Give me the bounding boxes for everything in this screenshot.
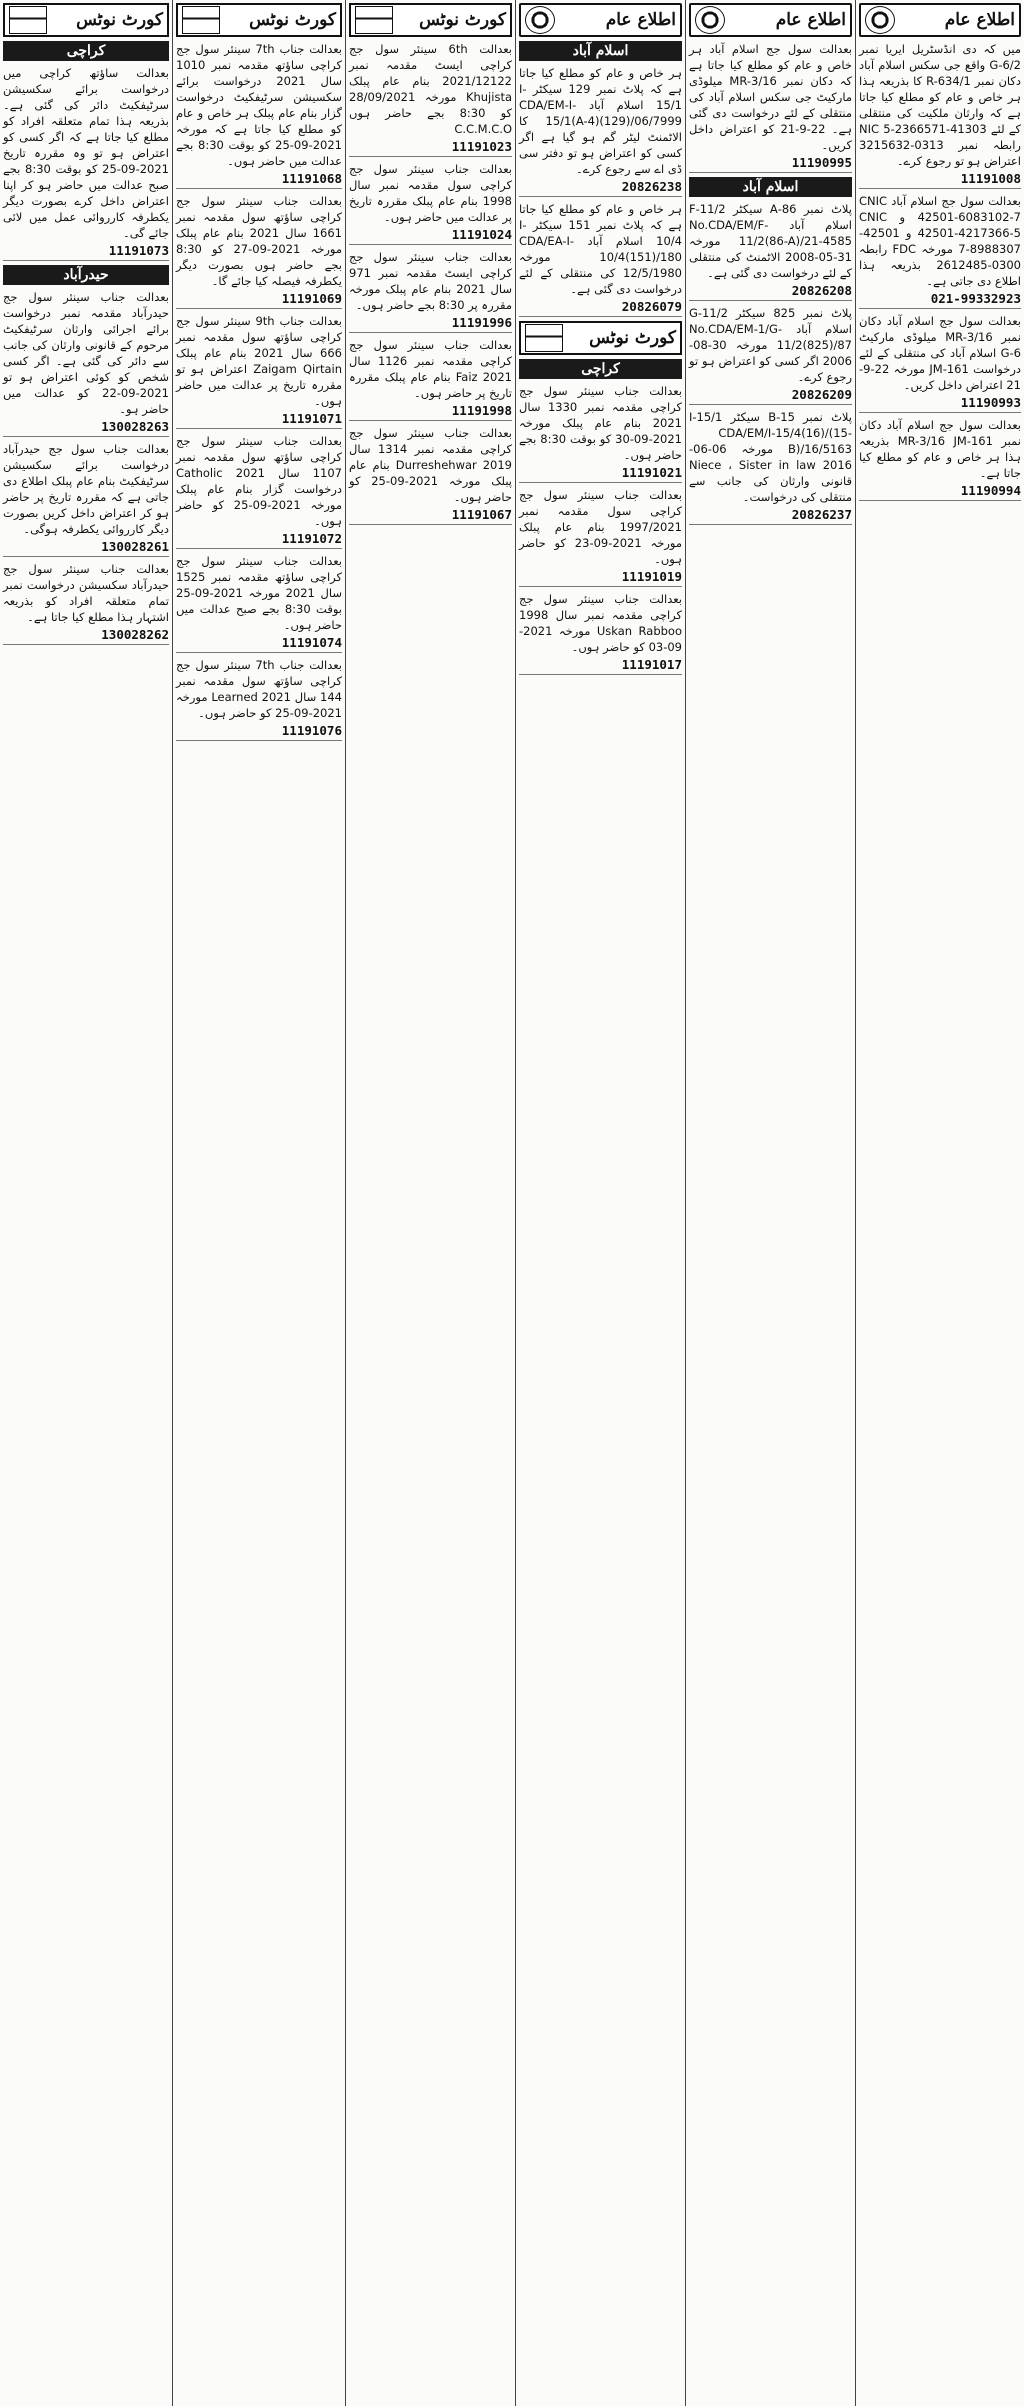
notice-text: بعدالت جناب سینئر سول جج کراچی ساؤتھ سول مقدمہ نمبر 1661 سال 2021 بنام عام پبلک مورخہ 2021-09-27 کو 8:30 بجے حاضر ہوں بصورت دیگر یکطرفہ فیصلہ کیا جائے گا۔ bbox=[176, 194, 342, 288]
city-heading: کراچی bbox=[3, 41, 169, 61]
notice-text: پلاٹ نمبر 825 سیکٹر G-11/2 اسلام آباد No.CDA/EM-1/G-11/2(825)/87 مورخہ 30-08-2006 اگر کسی کو اعتراض ہو تو رجوع کرے۔ bbox=[689, 306, 852, 384]
notice-reference-number: 11191068 bbox=[176, 171, 342, 189]
notice-item bbox=[349, 249, 512, 333]
notice-item bbox=[689, 201, 852, 301]
notice-text: پلاٹ نمبر 86-A سیکٹر F-11/2 اسلام آباد No.CDA/EM/F-11/2(86-A)/21-4585 مورخہ 31-05-2008 الاٹمنٹ کی منتقلی کے لئے درخواست دی گئی ہے۔ bbox=[689, 202, 852, 280]
notice-text: بعدالت جناب 9th سینئر سول جج کراچی ساؤتھ سول مقدمہ نمبر 666 سال 2021 بنام عام پبلک Zaigam Qirtain اعتراض ہو تو مقررہ تاریخ پر عدالت میں حاضر ہوں۔ bbox=[176, 314, 342, 408]
notice-item bbox=[349, 337, 512, 421]
notice-item bbox=[3, 561, 169, 645]
city-heading: حیدرآباد bbox=[3, 265, 169, 285]
notice-text: بعدالت جناب سینئر سول جج کراچی سول مقدمہ نمبر سال 1998 بنام عام پبلک مقررہ تاریخ پر عدالت میں حاضر ہوں۔ bbox=[349, 162, 512, 224]
notice-reference-number: 20826237 bbox=[689, 507, 852, 525]
notice-item bbox=[519, 201, 682, 317]
notice-text: بعدالت سول جج اسلام آباد دکان نمبر MR-3/16 میلوڈی مارکیٹ G-6 اسلام آباد کی منتقلی کے لئے درخواست JM-161 مورخہ 22-9-21 اعتراض داخل کریں۔ bbox=[859, 314, 1021, 392]
city-heading: اسلام آباد bbox=[689, 177, 852, 197]
city-heading: اسلام آباد bbox=[519, 41, 682, 61]
notice-item bbox=[859, 41, 1021, 189]
notice-item bbox=[859, 417, 1021, 501]
notice-text: بعدالت جناب سینئر سول جج کراچی ایسٹ مقدمہ نمبر 971 سال 2021 بنام عام پبلک مورخہ مقررہ پر 8:30 بجے حاضر ہوں۔ bbox=[349, 250, 512, 312]
notice-text: بعدالت جناب سینئر سول جج کراچی ساؤتھ مقدمہ نمبر 1525 سال 2021 مورخہ 2021-09-25 بوقت 8:30 بجے صبح عدالت میں حاضر ہوں۔ bbox=[176, 554, 342, 632]
notice-item bbox=[349, 41, 512, 157]
notice-item bbox=[859, 313, 1021, 413]
notice-reference-number: 11190993 bbox=[859, 395, 1021, 413]
notice-reference-number: 20826209 bbox=[689, 387, 852, 405]
notice-reference-number: 11190994 bbox=[859, 483, 1021, 501]
notice-reference-number: 11191073 bbox=[3, 243, 169, 261]
notice-text: بعدالت ساؤتھ کراچی میں درخواست برائے سکسیشن سرٹیفکیٹ دائر کی گئی ہے۔ بذریعہ ہذا تمام متعلقہ افراد کو مطلع کیا جاتا ہے کہ اگر کسی کو اعتراض ہو تو وہ مقررہ تاریخ 2021-09-25 کو بوقت 8:30 بجے صبح عدالت میں حاضر ہو کر اپنا اعتراض داخل کرے بصورت دیگر یکطرفہ کارروائی عمل میں لائی جائے گی۔ bbox=[3, 66, 169, 240]
notice-reference-number: 130028262 bbox=[3, 627, 169, 645]
notice-reference-number: 11191071 bbox=[176, 411, 342, 429]
header-title: کورٹ نوٹس bbox=[249, 10, 336, 30]
court-notice-header bbox=[176, 3, 342, 37]
notice-reference-number: 20826238 bbox=[519, 179, 682, 197]
header-title: اطلاع عام bbox=[775, 10, 846, 30]
notice-text: بعدالت جناب سینئر سول جج کراچی سول مقدمہ نمبر 1997/2021 بنام عام پبلک مورخہ 2021-09-23 کو حاضر ہوں۔ bbox=[519, 488, 682, 566]
notice-text: بعدالت سول جج اسلام آباد دکان نمبر MR-3/16 JM-161 بذریعہ ہذا ہر خاص و عام کو مطلع کیا جاتا ہے۔ bbox=[859, 418, 1021, 480]
notice-text: بعدالت جناب سینئر سول جج کراچی مقدمہ نمبر 1314 سال 2019 Durreshehwar بنام عام پبلک مورخہ 2021-09-25 کو حاضر ہوں۔ bbox=[349, 426, 513, 504]
notice-reference-number: 11190995 bbox=[689, 155, 852, 173]
notice-item bbox=[859, 193, 1021, 309]
notice-text: بعدالت سول جج اسلام آباد CNIC 42501-6083102-7 و CNIC 42501-4217366-5 و 42501-8988307-7 مورخہ FDC رابطہ 0300-2612485 بذریعہ ہذا اطلاع دی جاتی ہے۔ bbox=[859, 194, 1021, 288]
court-notice-header bbox=[349, 3, 512, 37]
court-building-icon bbox=[525, 324, 563, 352]
notice-reference-number: 11191998 bbox=[349, 403, 512, 421]
notice-reference-number: 11191023 bbox=[349, 139, 512, 157]
notice-text: میں کہ دی انڈسٹریل ایریا نمبر G-6/2 واقع جی سکس اسلام آباد دکان نمبر R-634/1 کا بذریعہ ہذا ہر خاص و عام کو مطلع کیا جاتا ہے کہ وارثان ملکیت کی منتقلی کے لئے 41303-2366571-5 NIC رابطہ نمبر 0313-3215632 اعتراض ہو تو رجوع کرے۔ bbox=[859, 42, 1021, 168]
notice-text: بعدالت جناب سینئر سول جج کراچی ساؤتھ سول مقدمہ نمبر 1107 سال 2021 Catholic درخواست گزار بنام عام پبلک مورخہ 2021-09-25 کو حاضر ہوں۔ bbox=[176, 434, 342, 528]
notice-item bbox=[519, 591, 682, 675]
notice-column-2 bbox=[172, 0, 345, 2406]
notice-reference-number: 021-99332923 bbox=[859, 291, 1021, 309]
notice-reference-number: 11191017 bbox=[519, 657, 682, 675]
notice-column-1 bbox=[0, 0, 172, 2406]
notice-item bbox=[3, 289, 169, 437]
notice-reference-number: 20826208 bbox=[689, 283, 852, 301]
notice-text: بعدالت جناب 7th سینئر سول جج کراچی ساؤتھ سول مقدمہ نمبر 144 سال 2021 Learned مورخہ 2021-09-25 کو حاضر ہوں۔ bbox=[176, 658, 342, 720]
notice-item bbox=[519, 487, 682, 587]
public-notice-header bbox=[689, 3, 852, 37]
header-title: اطلاع عام bbox=[944, 10, 1015, 30]
notice-text: بعدالت جناب سینئر سول جج کراچی مقدمہ نمبر سال 1998 Uskan Rabboo مورخہ 2021-09-03 کو حاضر ہوں۔ bbox=[519, 592, 682, 654]
notice-item bbox=[519, 383, 682, 483]
notice-column-6 bbox=[855, 0, 1024, 2406]
notice-item bbox=[519, 65, 682, 197]
notice-column-3 bbox=[345, 0, 515, 2406]
court-notice-header bbox=[3, 3, 169, 37]
notice-text: بعدالت سول جج اسلام آباد ہر خاص و عام کو مطلع کیا جاتا ہے کہ دکان نمبر MR-3/16 میلوڈی مارکیٹ جی سکس اسلام آباد کی منتقلی کے لئے درخواست دی گئی ہے۔ 22-9-21 کو اعتراض داخل کریں۔ bbox=[689, 42, 853, 152]
notice-item bbox=[176, 657, 342, 741]
notice-item bbox=[3, 441, 169, 557]
notice-item bbox=[176, 433, 342, 549]
notice-reference-number: 11191076 bbox=[176, 723, 342, 741]
notice-item bbox=[3, 65, 169, 261]
notice-text: بعدالت جناب سول جج حیدرآباد درخواست برائے سکسیشن سرٹیفکیٹ بنام عام پبلک اطلاع دی جاتی ہے کہ مقررہ تاریخ پر حاضر ہو کر اعتراض داخل کریں بصورت دیگر کارروائی یکطرفہ ہوگی۔ bbox=[3, 442, 169, 536]
notice-reference-number: 11191069 bbox=[176, 291, 342, 309]
notice-item bbox=[176, 553, 342, 653]
notice-reference-number: 11191067 bbox=[349, 507, 512, 525]
notice-reference-number: 11191072 bbox=[176, 531, 342, 549]
notice-column-4 bbox=[515, 0, 685, 2406]
court-building-icon bbox=[9, 6, 47, 34]
notice-item bbox=[176, 313, 342, 429]
notice-text: بعدالت جناب سینئر سول جج کراچی مقدمہ نمبر 1330 سال 2021 بنام عام پبلک مورخہ 2021-09-30 کو بوقت 8:30 بجے حاضر ہوں۔ bbox=[519, 384, 682, 462]
notice-item bbox=[689, 305, 852, 405]
notice-text: ہر خاص و عام کو مطلع کیا جاتا ہے کہ پلاٹ نمبر 151 سیکٹر I-10/4 اسلام آباد CDA/EA-I-10/4(151)/180 مورخہ 12/5/1980 کی منتقلی کے لئے درخواست دی گئی ہے۔ bbox=[519, 202, 682, 296]
court-building-icon bbox=[355, 6, 393, 34]
loudspeaker-icon bbox=[695, 6, 725, 34]
notice-text: بعدالت 6th سینئر سول جج کراچی ایسٹ مقدمہ نمبر 2021/12122 بنام عام پبلک Khujista مورخہ 28/09/2021 کو 8:30 بجے حاضر ہوں C.C.M.C.O bbox=[349, 42, 512, 136]
notice-text: بعدالت جناب 7th سینئر سول جج کراچی ساؤتھ مقدمہ نمبر 1010 سال 2021 درخواست برائے سکسیشن سرٹیفکیٹ درخواست گزار بنام عام پبلک ہر خاص و عام کو مطلع کیا جاتا ہے کہ مورخہ 2021-09-25 کو بوقت 8:30 بجے عدالت میں حاضر ہوں۔ bbox=[176, 42, 342, 168]
header-title: اطلاع عام bbox=[605, 10, 676, 30]
notice-reference-number: 20826079 bbox=[519, 299, 682, 317]
public-notice-header bbox=[519, 3, 682, 37]
notice-text: بعدالت جناب سینئر سول جج کراچی مقدمہ نمبر 1126 سال 2021 Faiz بنام عام پبلک مقررہ تاریخ پر حاضر ہوں۔ bbox=[349, 338, 512, 400]
notice-reference-number: 11191074 bbox=[176, 635, 342, 653]
notice-item bbox=[349, 425, 512, 525]
notice-item bbox=[176, 193, 342, 309]
notice-text: پلاٹ نمبر 15-B سیکٹر I-15/1 CDA/EM/I-15/4(16)/(15-B)/16/5163 مورخہ 06-06-2016 Niece ، Sister in law قانونی وارثان کی جانب سے منتقلی کی درخواست۔ bbox=[689, 410, 852, 504]
court-building-icon bbox=[182, 6, 220, 34]
notice-reference-number: 11191996 bbox=[349, 315, 512, 333]
notice-reference-number: 130028261 bbox=[3, 539, 169, 557]
loudspeaker-icon bbox=[525, 6, 555, 34]
header-title: کورٹ نوٹس bbox=[589, 328, 676, 348]
notice-reference-number: 11191021 bbox=[519, 465, 682, 483]
notice-reference-number: 11191024 bbox=[349, 227, 512, 245]
court-notice-header bbox=[519, 321, 682, 355]
loudspeaker-icon bbox=[865, 6, 895, 34]
notice-text: بعدالت جناب سینئر سول جج حیدرآباد مقدمہ نمبر درخواست برائے اجرائی وارثان سرٹیفکیٹ مرحوم کے قانونی وارثان کی جانب سے دائر کی گئی ہے۔ اگر کسی شخص کو کوئی اعتراض ہو تو 2021-09-22 کو عدالت میں حاضر ہو۔ bbox=[3, 290, 169, 416]
city-heading: کراچی bbox=[519, 359, 682, 379]
notice-text: ہر خاص و عام کو مطلع کیا جاتا ہے کہ پلاٹ نمبر 129 سیکٹر I-15/1 اسلام آباد CDA/EM-I-15/1(A-4)(129)/06/7999 کا الاٹمنٹ لیٹر گم ہو گیا ہے اگر کسی کو اعتراض ہو تو دفتر سی ڈی اے سے رجوع کرے۔ bbox=[519, 66, 682, 176]
notice-item bbox=[349, 161, 512, 245]
notice-item bbox=[689, 41, 852, 173]
notice-item bbox=[689, 409, 852, 525]
header-title: کورٹ نوٹس bbox=[76, 10, 163, 30]
notice-reference-number: 11191019 bbox=[519, 569, 682, 587]
notice-column-5 bbox=[685, 0, 855, 2406]
notice-text: بعدالت جناب سینئر سول جج حیدرآباد سکسیشن درخواست نمبر تمام متعلقہ افراد کو بذریعہ اشتہار ہذا مطلع کیا جاتا ہے۔ bbox=[3, 562, 169, 624]
notice-reference-number: 11191008 bbox=[859, 171, 1021, 189]
notice-item bbox=[176, 41, 342, 189]
notice-reference-number: 130028263 bbox=[3, 419, 169, 437]
header-title: کورٹ نوٹس bbox=[419, 10, 506, 30]
public-notice-header bbox=[859, 3, 1021, 37]
